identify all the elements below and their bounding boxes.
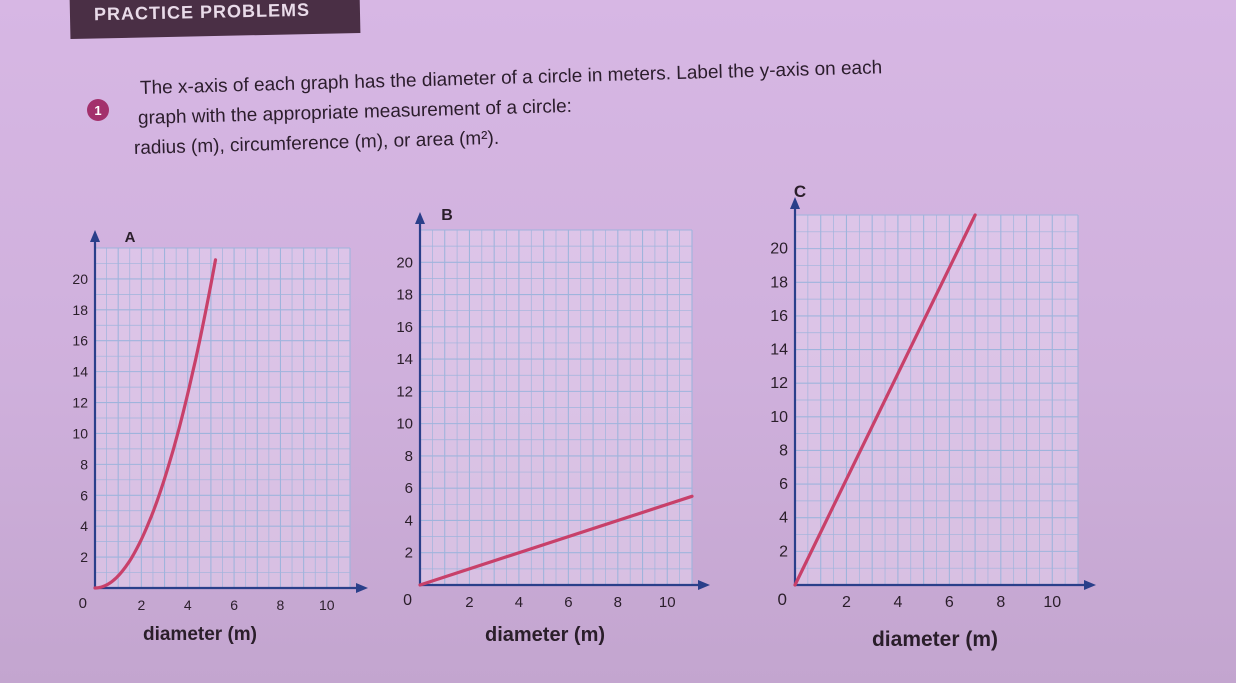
y-tick-label: 14 [396,351,413,369]
x-tick-label: 10 [1043,594,1062,611]
y-tick-label: 12 [72,394,88,411]
y-tick-label: 2 [779,543,788,561]
y-tick-label: 18 [396,286,413,304]
origin-label: 0 [78,595,87,612]
x-axis-label: diameter (m) [871,628,999,651]
y-tick-label: 12 [770,375,788,393]
graph-title: C [793,182,807,201]
x-tick-label: 4 [514,594,524,611]
y-tick-label: 8 [779,442,788,460]
problem-number-badge: 1 [87,99,109,121]
y-tick-label: 20 [770,240,788,258]
y-tick-label: 8 [404,447,413,465]
y-axis-arrow [90,230,100,242]
y-tick-label: 18 [770,274,788,292]
x-tick-label: 4 [183,597,192,613]
instruction-line-1: The x-axis of each graph has the diameter of a circle in meters. Label the y-axis on each [139,57,883,99]
x-tick-label: 8 [996,594,1006,611]
graph-b [396,207,710,646]
y-tick-label: 10 [396,415,413,433]
x-tick-label: 8 [276,597,285,613]
y-tick-label: 8 [80,456,88,473]
y-tick-label: 6 [404,480,413,498]
graph-title: B [441,207,453,224]
y-tick-label: 10 [770,408,788,426]
y-tick-label: 6 [80,487,88,504]
section-title: PRACTICE PROBLEMS [93,0,311,25]
origin-label: 0 [777,590,787,609]
y-tick-label: 16 [72,332,88,349]
x-tick-label: 6 [230,597,238,613]
y-tick-label: 2 [80,549,88,566]
instruction-line-3: radius (m), circumference (m), or area (m²). [133,127,500,159]
y-tick-label: 14 [72,363,88,380]
x-tick-label: 6 [944,594,954,611]
y-tick-label: 2 [404,544,413,562]
x-tick-label: 4 [893,594,903,611]
y-tick-label: 20 [72,270,88,287]
graph-a [72,229,368,645]
x-tick-label: 2 [465,594,474,611]
x-axis-label: diameter (m) [142,624,258,645]
x-axis-arrow [1084,580,1096,590]
origin-label: 0 [403,592,412,609]
x-tick-label: 8 [613,594,622,611]
graph-title: A [124,229,136,246]
y-tick-label: 6 [779,476,788,494]
x-axis-arrow [698,580,710,590]
y-tick-label: 4 [80,518,88,535]
x-tick-label: 2 [137,597,146,613]
x-axis-label: diameter (m) [484,624,606,646]
instruction-line-2: graph with the appropriate measurement of a circle: [137,95,573,129]
y-axis-arrow [415,212,425,224]
y-tick-label: 16 [770,307,788,325]
y-tick-label: 10 [72,425,88,442]
x-tick-label: 10 [319,597,335,613]
y-tick-label: 20 [396,254,413,272]
y-tick-label: 4 [404,512,413,530]
x-tick-label: 10 [658,594,676,611]
x-axis-arrow [356,583,368,593]
y-tick-label: 16 [396,318,413,336]
y-tick-label: 12 [396,383,413,401]
y-tick-label: 4 [779,509,788,527]
x-tick-label: 2 [842,594,851,611]
y-tick-label: 14 [770,341,788,359]
graph-c [770,182,1096,651]
x-tick-label: 6 [564,594,573,611]
y-tick-label: 18 [72,301,88,318]
